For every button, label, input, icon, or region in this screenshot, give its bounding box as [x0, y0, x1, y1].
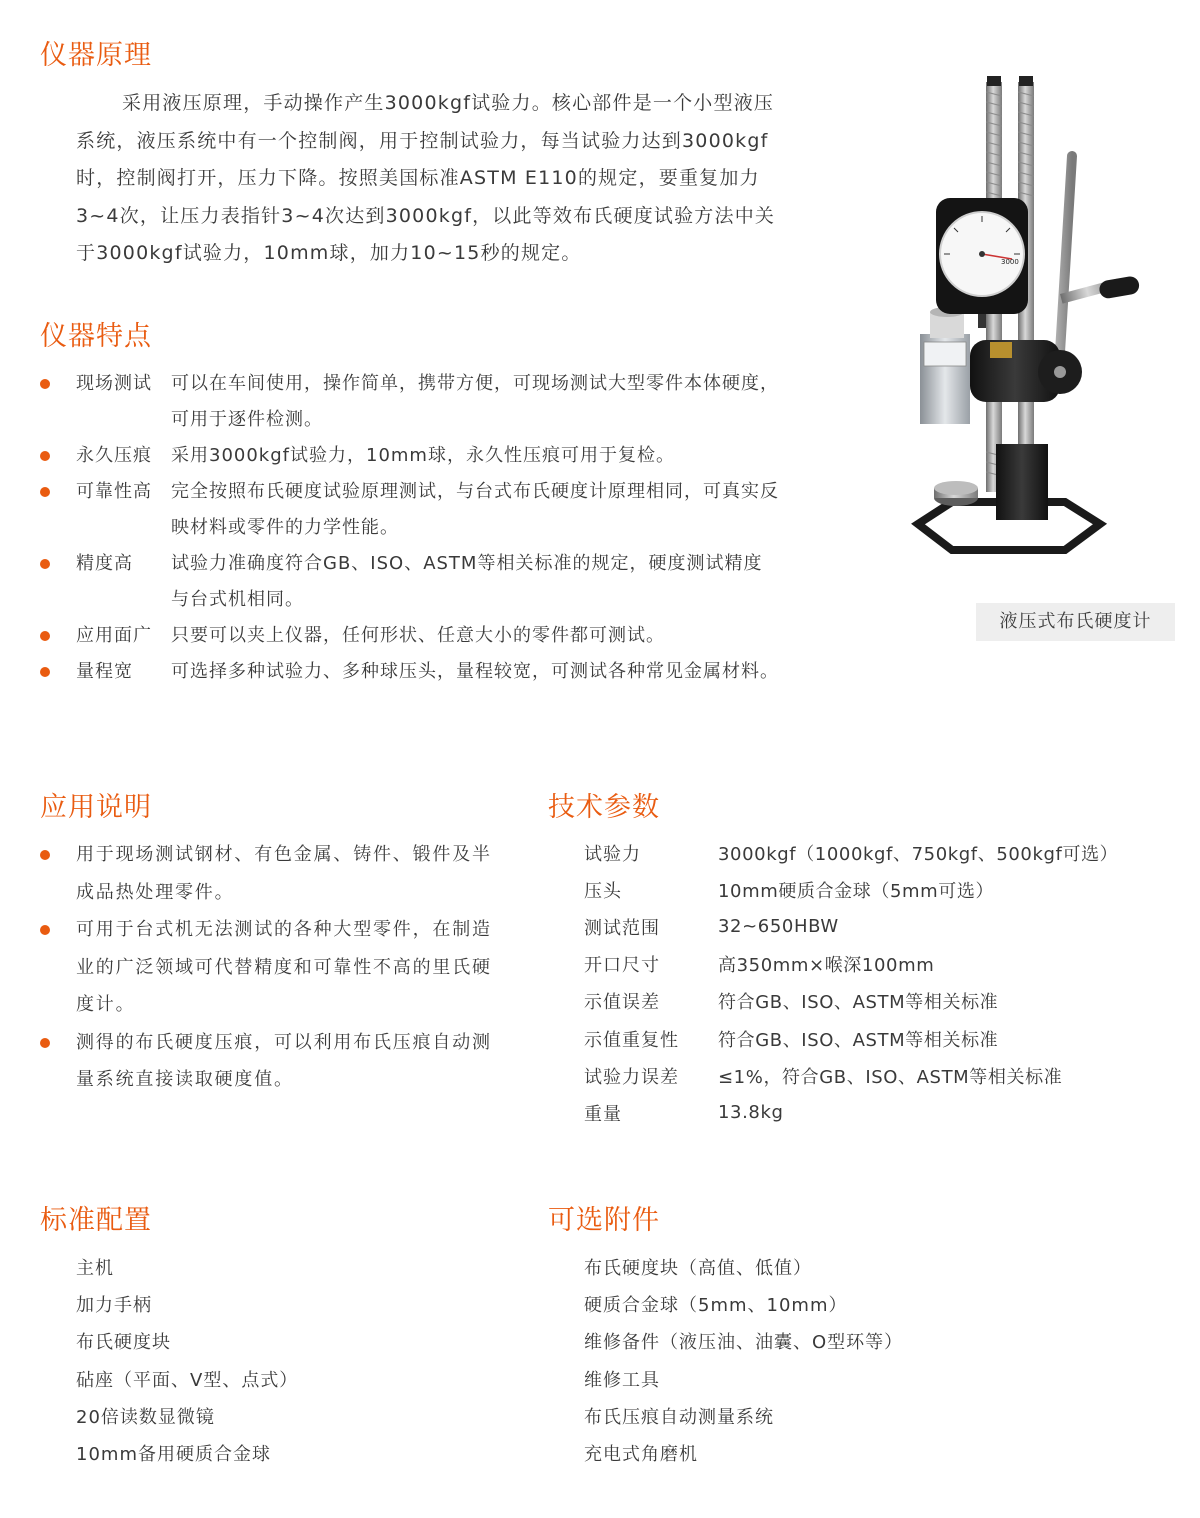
application-item: 测得的布氏硬度压痕，可以利用布氏压痕自动测量系统直接读取硬度值。	[40, 1024, 500, 1099]
spec-row	[584, 871, 1118, 908]
spec-key: 重量	[584, 1103, 622, 1125]
feature-item	[40, 618, 780, 654]
standard-item: 10mm备用硬质合金球	[76, 1444, 271, 1466]
optional-item: 维修备件（液压油、油囊、O型环等）	[584, 1332, 904, 1354]
standard-heading: 标准配置	[40, 1205, 152, 1236]
spec-value: 3000kgf（1000kgf、750kgf、500kgf可选）	[718, 843, 1119, 865]
features-list	[40, 366, 780, 690]
bullet-icon	[40, 850, 50, 860]
bullet-icon	[40, 559, 50, 569]
spec-row	[584, 983, 1118, 1020]
feature-item	[40, 438, 780, 474]
bullet-icon	[40, 631, 50, 641]
standard-item: 砧座（平面、V型、点式）	[76, 1369, 299, 1391]
feature-desc: 可选择多种试验力、多种球压头，量程较宽，可测试各种常见金属材料。	[171, 661, 779, 682]
feature-desc: 只要可以夹上仪器，任何形状、任意大小的零件都可测试。	[171, 625, 665, 646]
spec-row	[584, 908, 1118, 945]
bullet-icon	[40, 451, 50, 461]
spec-row	[584, 834, 1118, 871]
standard-item: 布氏硬度块	[76, 1332, 171, 1354]
spec-row	[584, 1020, 1118, 1057]
spec-value: 32~650HBW	[718, 916, 839, 938]
gauge-label: 3000	[1001, 258, 1019, 266]
feature-name: 可靠性高	[76, 481, 152, 502]
specs-table	[584, 834, 1118, 1132]
spec-key: 开口尺寸	[584, 955, 660, 977]
bullet-icon	[40, 1038, 50, 1048]
spec-value: 13.8kg	[718, 1102, 784, 1124]
application-item: 用于现场测试钢材、有色金属、铸件、锻件及半成品热处理零件。	[40, 836, 500, 911]
optional-item: 布氏压痕自动测量系统	[584, 1406, 774, 1428]
spec-value: 符合GB、ISO、ASTM等相关标准	[718, 1029, 999, 1051]
spec-row	[584, 1094, 1118, 1131]
feature-name: 量程宽	[76, 661, 133, 682]
principle-heading: 仪器原理	[40, 40, 152, 71]
spec-value: ≤1%，符合GB、ISO、ASTM等相关标准	[718, 1066, 1063, 1088]
standard-item: 20倍读数显微镜	[76, 1406, 215, 1428]
spec-row	[584, 946, 1118, 983]
spec-key: 示值误差	[584, 992, 660, 1014]
feature-desc: 完全按照布氏硬度试验原理测试，与台式布氏硬度计原理相同，可真实反映材料或零件的力学性能。	[171, 481, 779, 538]
optional-item: 充电式角磨机	[584, 1444, 698, 1466]
feature-name: 应用面广	[76, 625, 152, 646]
specs-heading: 技术参数	[548, 792, 660, 823]
feature-desc: 试验力准确度符合GB、ISO、ASTM等相关标准的规定，硬度测试精度与台式机相同。	[171, 553, 763, 610]
optional-heading: 可选附件	[548, 1205, 660, 1236]
features-heading: 仪器特点	[40, 321, 152, 352]
spec-key: 压头	[584, 880, 622, 902]
spec-value: 10mm硬质合金球（5mm可选）	[718, 880, 995, 902]
feature-name: 现场测试	[76, 373, 152, 394]
application-heading: 应用说明	[40, 792, 152, 823]
feature-item	[40, 654, 780, 690]
feature-desc: 采用3000kgf试验力，10mm球，永久性压痕可用于复检。	[171, 445, 675, 466]
spec-key: 测试范围	[584, 917, 660, 939]
spec-value: 高350mm×喉深100mm	[718, 955, 935, 977]
feature-item	[40, 366, 780, 438]
spec-row	[584, 1057, 1118, 1094]
optional-item: 维修工具	[584, 1369, 660, 1391]
feature-item	[40, 546, 780, 618]
feature-name: 永久压痕	[76, 445, 152, 466]
spec-key: 试验力误差	[584, 1066, 679, 1088]
optional-item: 布氏硬度块（高值、低值）	[584, 1258, 812, 1279]
feature-desc: 可以在车间使用，操作简单，携带方便，可现场测试大型零件本体硬度，可用于逐件检测。	[171, 373, 779, 430]
bullet-icon	[40, 379, 50, 389]
application-list	[40, 836, 500, 1099]
optional-item: 硬质合金球（5mm、10mm）	[584, 1295, 848, 1317]
bullet-icon	[40, 667, 50, 677]
hardness-tester-image	[900, 72, 1170, 582]
bullet-icon	[40, 487, 50, 497]
standard-item: 主机	[76, 1258, 114, 1279]
spec-value: 符合GB、ISO、ASTM等相关标准	[718, 992, 999, 1014]
feature-item	[40, 474, 780, 546]
standard-list	[76, 1250, 298, 1473]
spec-key: 示值重复性	[584, 1029, 679, 1051]
spec-key: 试验力	[584, 843, 641, 865]
application-item: 可用于台式机无法测试的各种大型零件，在制造业的广泛领域可代替精度和可靠性不高的里氏硬度计。	[40, 911, 500, 1024]
principle-text: 采用液压原理，手动操作产生3000kgf试验力。核心部件是一个小型液压系统，液压系统中有一个控制阀，用于控制试验力，每当试验力达到3000kgf时，控制阀打开，压力下降。按照美国标准ASTM E110的规定，要重复加力3~4次，让压力表指针3~4次达到3000kgf，以此等效布氏硬度试验方法中关于3000kgf试验力，10mm球，加力10~15秒的规定。	[76, 92, 776, 264]
standard-item: 加力手柄	[76, 1295, 152, 1317]
feature-name: 精度高	[76, 553, 133, 574]
bullet-icon	[40, 925, 50, 935]
optional-list	[584, 1250, 903, 1473]
product-caption: 液压式布氏硬度计	[976, 603, 1175, 641]
